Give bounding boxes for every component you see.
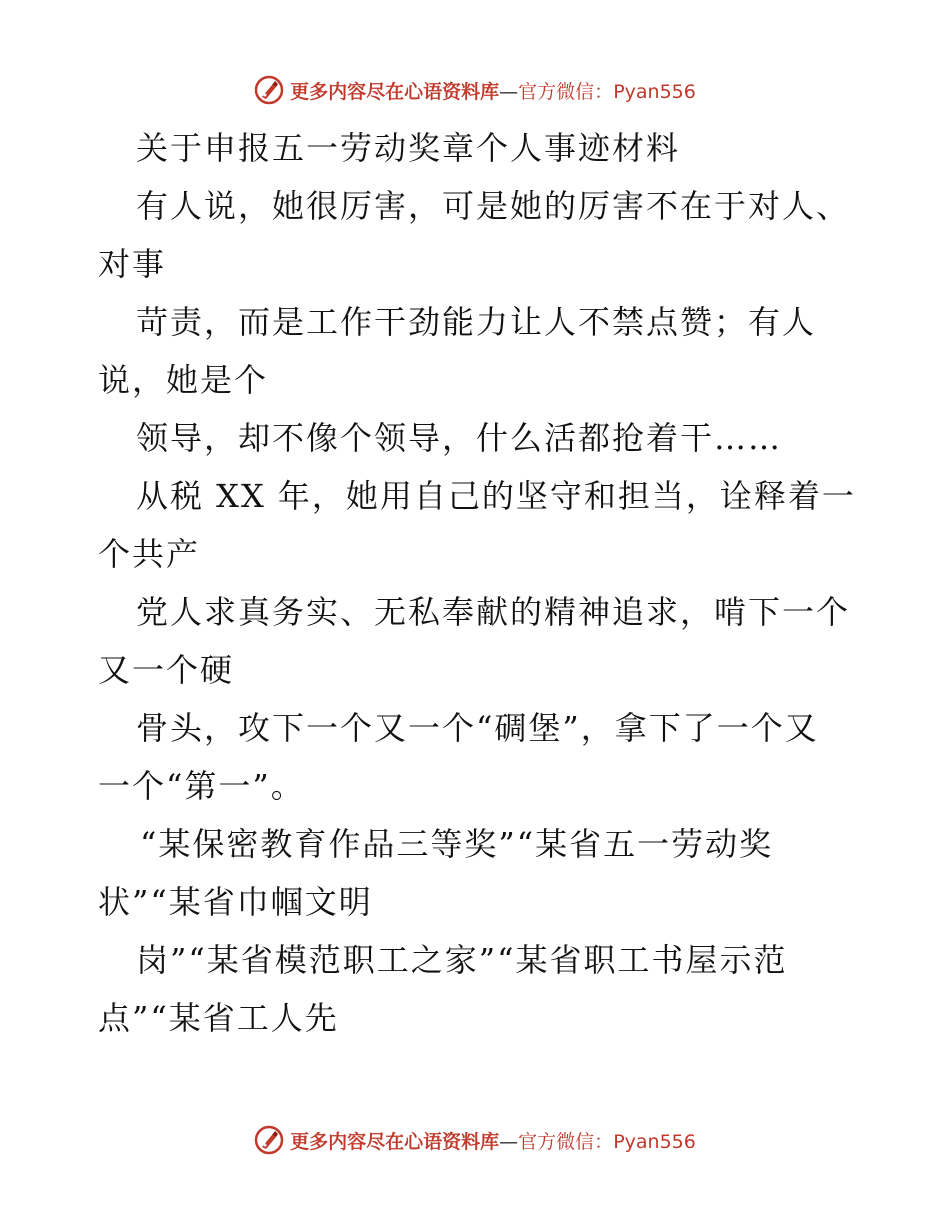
banner-title: 更多内容尽在心语资料库 — [290, 1130, 500, 1153]
paragraph-line: 对事 — [98, 245, 167, 283]
paragraph-line: 苛责，而是工作干劲能力让人不禁点赞；有人 — [136, 303, 817, 341]
paragraph-line: 状”“某省巾帼文明 — [98, 883, 373, 921]
paragraph-line: 说，她是个 — [98, 361, 269, 399]
banner-wechat-label: 官方微信： — [518, 1130, 614, 1153]
paragraph-line: “某保密教育作品三等奖”“某省五一劳动奖 — [140, 825, 774, 863]
paragraph-line: 骨头，攻下一个又一个“碉堡”，拿下了一个又 — [136, 709, 819, 747]
pen-logo-icon — [254, 1125, 284, 1155]
pen-logo-icon — [254, 75, 284, 105]
paragraph-line: 有人说，她很厉害，可是她的厉害不在于对人、 — [136, 187, 851, 225]
paragraph-line: 个共产 — [98, 535, 201, 573]
paragraph-line: 岗”“某省模范职工之家”“某省职工书屋示范 — [136, 941, 788, 979]
paragraph-line: 点”“某省工人先 — [98, 999, 339, 1037]
banner-wechat-id: Pyan556 — [613, 80, 696, 103]
banner-wechat-id: Pyan556 — [613, 1130, 696, 1153]
header-banner — [0, 70, 950, 110]
paragraph-line: 一个“第一”。 — [98, 767, 305, 805]
banner-wechat-label: 官方微信： — [518, 80, 614, 103]
paragraph-line: 从税 XX 年，她用自己的坚守和担当，诠释着一 — [136, 477, 856, 515]
banner-text — [290, 1127, 696, 1154]
banner-separator: — — [499, 80, 519, 103]
banner-separator: — — [499, 1130, 519, 1153]
footer-banner — [0, 1120, 950, 1160]
banner-text — [290, 77, 696, 104]
document-title: 关于申报五一劳动奖章个人事迹材料 — [136, 129, 681, 167]
paragraph-line: 党人求真务实、无私奉献的精神追求，啃下一个 — [136, 593, 851, 631]
paragraph-line: 领导，却不像个领导，什么活都抢着干…… — [136, 419, 783, 457]
banner-title: 更多内容尽在心语资料库 — [290, 80, 500, 103]
paragraph-line: 又一个硬 — [98, 651, 235, 689]
